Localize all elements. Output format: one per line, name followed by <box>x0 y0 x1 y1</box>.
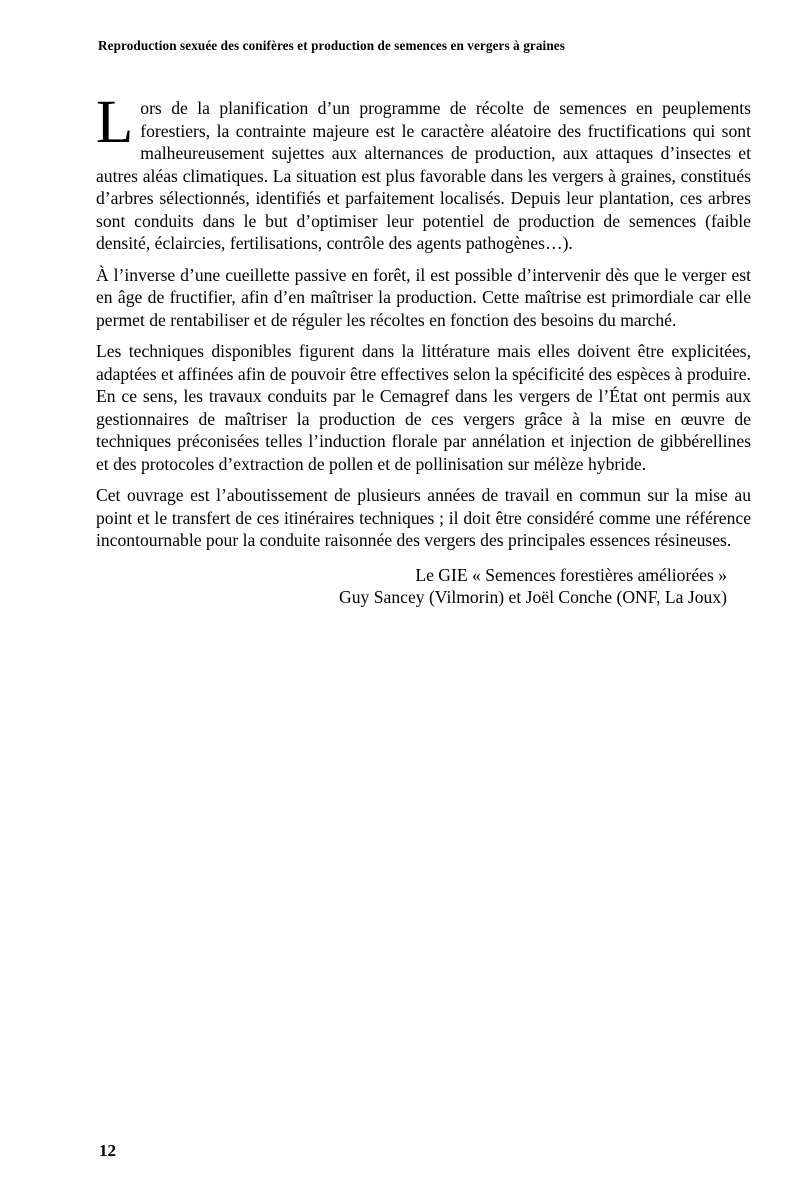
body-paragraph: Cet ouvrage est l’aboutissement de plusieurs années de travail en commun sur la mise au point et le transfert de ces itinéraires techniques ; il doit être considéré comme une référence incontournable pour la conduite raisonnée des vergers des principales essences résineuses. <box>96 485 751 550</box>
body-paragraph: Les techniques disponibles figurent dans la littérature mais elles doivent être explicitées, adaptées et affinées afin de pouvoir être effectives selon la spécificité des espèces à produire. En ce sens, les travaux conduits par le Cemagref dans les vergers de l’État ont permis aux gestionnaires de maîtriser la production de ces vergers grâce à la mise en œuvre de techniques préconisées telles l’induction florale par annélation et injection de gibbérellines et des protocoles d’extraction de pollen et de pollinisation sur mélèze hybride. <box>96 341 751 474</box>
signature-block <box>96 564 751 609</box>
running-header: Reproduction sexuée des conifères et production de semences en vergers à graines <box>98 38 565 53</box>
page-number: 12 <box>99 1141 116 1160</box>
paragraph-text: ors de la planification d’un programme de récolte de semences en peuplements forestiers, la contrainte majeure est le caractère aléatoire des fructifications qui sont malheureusement sujettes aux alternances de production, aux attaques d’insectes et autres aléas climatiques. La situation est plus favorable dans les vergers à graines, constitués d’arbres sélectionnés, identifiés et parfaitement localisés. Depuis leur plantation, ces arbres sont conduits dans le but d’optimiser leur potentiel de production de semences (faible densité, éclaircies, fertilisations, contrôle des agents pathogènes…). <box>96 98 751 253</box>
body-paragraph <box>96 89 751 255</box>
page-body <box>96 89 751 609</box>
body-paragraph: À l’inverse d’une cueillette passive en forêt, il est possible d’intervenir dès que le verger est en âge de fructifier, afin d’en maîtriser la production. Cette maîtrise est primordiale car elle permet de rentabiliser et de réguler les récoltes en fonction des besoins du marché. <box>96 264 751 330</box>
drop-cap: L <box>96 89 134 156</box>
signature-line-1: Le GIE « Semences forestières améliorées » <box>415 564 727 585</box>
signature-line-2: Guy Sancey (Vilmorin) et Joël Conche (ONF, La Joux) <box>339 587 727 607</box>
